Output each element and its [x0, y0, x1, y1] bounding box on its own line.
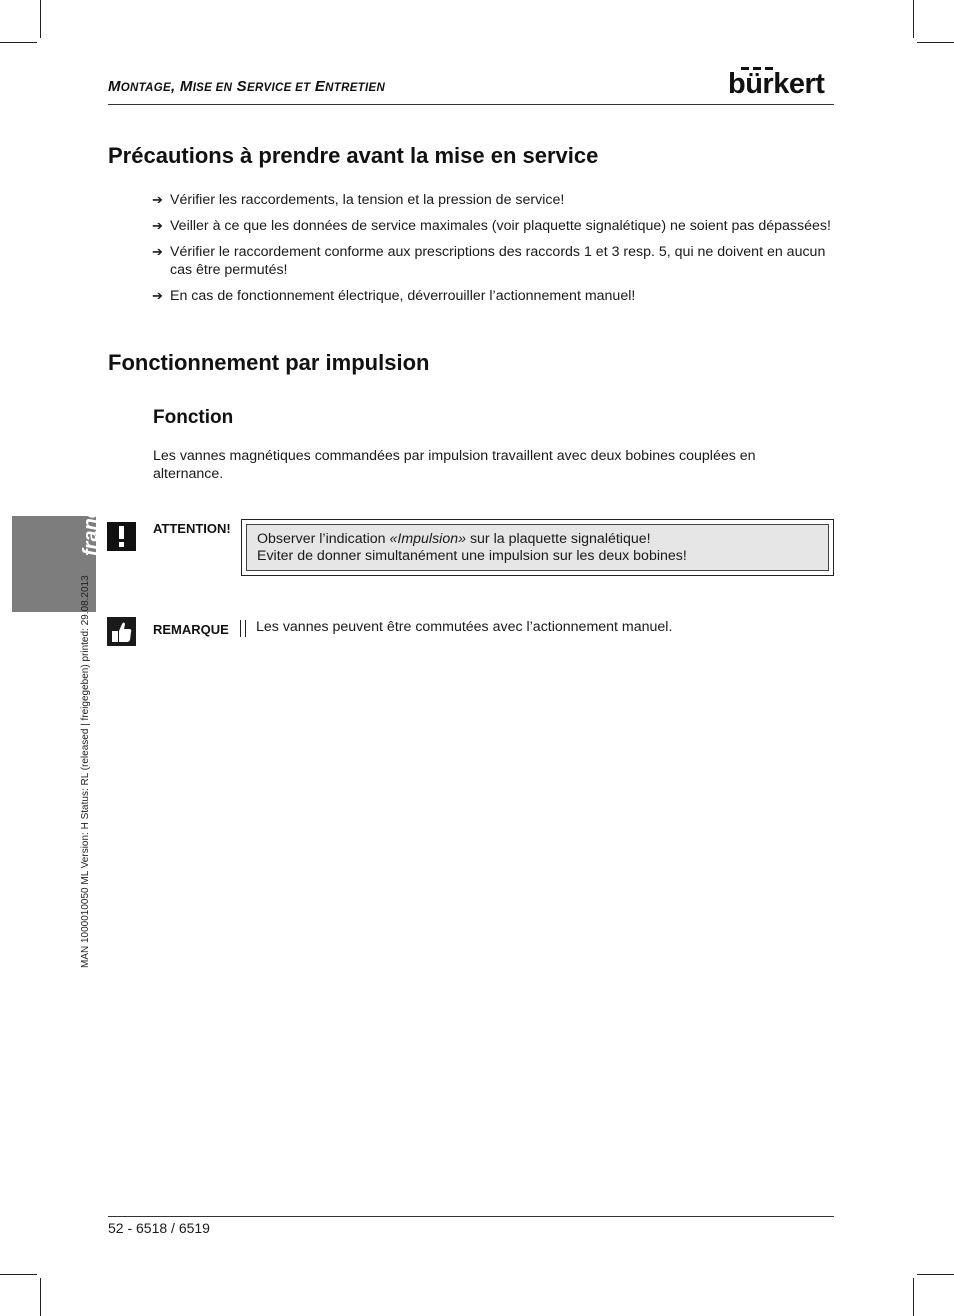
arrow-icon: ➔ [152, 244, 163, 259]
remark-divider [240, 620, 241, 637]
crop-mark [917, 42, 954, 43]
remark-divider [245, 620, 246, 637]
function-heading: Fonction [153, 407, 234, 428]
crop-mark [0, 42, 37, 43]
attention-box [241, 519, 834, 576]
exclamation-icon [107, 522, 136, 551]
language-tab-label: français [80, 479, 102, 556]
list-item: ➔ En cas de fonctionnement électrique, déverrouiller l’actionnement manuel! [152, 288, 636, 304]
logo-text: bürkert [728, 68, 825, 100]
attention-text: Observer l’indication «Impulsion» sur la plaquette signalétique! Eviter de donner simultanément une impulsion sur les deux bobines! [257, 531, 687, 564]
document-meta: MAN 1000010050 ML Version: H Status: RL (released | freigegeben) printed: 29.08.2013 [80, 575, 91, 968]
crop-mark [40, 1278, 41, 1316]
footer-rule [108, 1216, 834, 1217]
crop-mark [0, 1274, 37, 1275]
arrow-icon: ➔ [152, 288, 163, 303]
attention-label: ATTENTION! [153, 521, 231, 536]
page-number: 52 - 6518 / 6519 [108, 1220, 210, 1236]
remark-text: Les vannes peuvent être commutées avec l’actionnement manuel. [256, 619, 673, 635]
crop-mark [913, 0, 914, 38]
crop-mark [40, 0, 41, 38]
thumbs-up-hand-icon [107, 617, 136, 646]
function-paragraph: Les vannes magnétiques commandées par impulsion travaillent avec deux bobines couplées en alternance. [153, 448, 756, 482]
header-rule [108, 104, 834, 105]
precautions-heading: Précautions à prendre avant la mise en service [108, 143, 599, 168]
arrow-icon: ➔ [152, 192, 163, 207]
list-item: ➔ Veiller à ce que les données de service maximales (voir plaquette signalétique) ne soient pas dépassées! [152, 218, 831, 234]
section-header: MONTAGE, MISE EN SERVICE ET ENTRETIEN [108, 78, 386, 95]
crop-mark [913, 1278, 914, 1316]
crop-mark [917, 1274, 954, 1275]
list-item: ➔ Vérifier les raccordements, la tension et la pression de service! [152, 192, 565, 208]
impulse-heading: Fonctionnement par impulsion [108, 350, 430, 375]
arrow-icon: ➔ [152, 218, 163, 233]
remark-label: REMARQUE [153, 622, 229, 637]
precautions-list [152, 191, 842, 313]
burkert-logo [728, 64, 834, 98]
list-item: ➔ Vérifier le raccordement conforme aux prescriptions des raccords 1 et 3 resp. 5, qui ne doivent en aucun cas être permutés! [152, 244, 826, 278]
